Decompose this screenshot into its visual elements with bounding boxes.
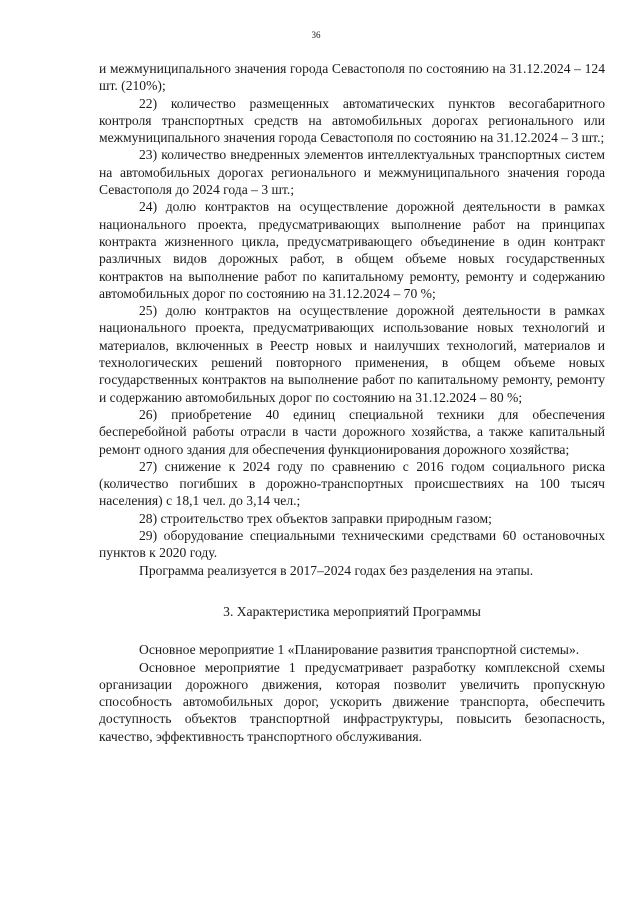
program-period-paragraph: Программа реализуется в 2017–2024 годах без разделения на этапы.	[139, 562, 534, 578]
document-body	[99, 60, 605, 745]
main-activity-description: Основное мероприятие 1 предусматривает разработку комплексной схемы организации дорожного движения, которая позволит увеличить пропускную способность автомобильных дорог, ускорить движение транспорта, обеспечить доступность объектов транспортной инфраструктуры, повысить безопасность, качество, эффективность транспортного обслуживания.	[99, 659, 605, 744]
list-item-28: 28) строительство трех объектов заправки природным газом;	[139, 510, 492, 526]
paragraph-continuation: и межмуниципального значения города Севастополя по состоянию на 31.12.2024 – 124 шт. (210%);	[99, 61, 605, 94]
list-item-27: 27) снижение к 2024 году по сравнению с 2016 годом социального риска (количество погибших в дорожно-транспортных происшествиях на 100 тысяч населения) с 18,1 чел. до 3,14 чел.;	[99, 458, 605, 509]
list-item-23: 23) количество внедренных элементов интеллектуальных транспортных систем на автомобильных дорогах регионального и межмуниципального значения города Севастополя до 2024 года – 3 шт.;	[99, 147, 605, 198]
main-activity-title: Основное мероприятие 1 «Планирование развития транспортной системы».	[139, 642, 580, 658]
list-item-24: 24) долю контрактов на осуществление дорожной деятельности в рамках национального проекта, предусматривающих выполнение работ на принципах контракта жизненного цикла, предусматривающего объединение в один контракт различных видов дорожных работ, в общем объеме новых государственных контрактов на выполнение работ по капитальному ремонту, ремонту и содержанию автомобильных дорог по состоянию на 31.12.2024 – 70 %;	[99, 199, 605, 301]
list-item-25: 25) долю контрактов на осуществление дорожной деятельности в рамках национального проекта, предусматривающих использование новых технологий и материалов, включенных в Реестр новых и наилучших технологий, материалов и технологических решений повторного применения, в общем объеме новых государственных контрактов на выполнение работ по капитальному ремонту, ремонту и содержанию автомобильных дорог по состоянию на 31.12.2024 – 80 %;	[99, 303, 605, 405]
list-item-29: 29) оборудование специальными техническими средствами 60 остановочных пунктов к 2020 году.	[99, 528, 605, 561]
section-heading: 3. Характеристика мероприятий Программы	[223, 603, 481, 619]
list-item-22: 22) количество размещенных автоматических пунктов весогабаритного контроля транспортных средств на автомобильных дорогах регионального или межмуниципального значения города Севастополя по состоянию на 31.12.2024 – 3 шт.;	[99, 95, 605, 146]
list-item-26: 26) приобретение 40 единиц специальной техники для обеспечения бесперебойной работы отрасли в части дорожного хозяйства, а также капитальный ремонт одного здания для обеспечения функционирования дорожного хозяйства;	[99, 406, 605, 457]
page-number: 36	[311, 30, 321, 40]
